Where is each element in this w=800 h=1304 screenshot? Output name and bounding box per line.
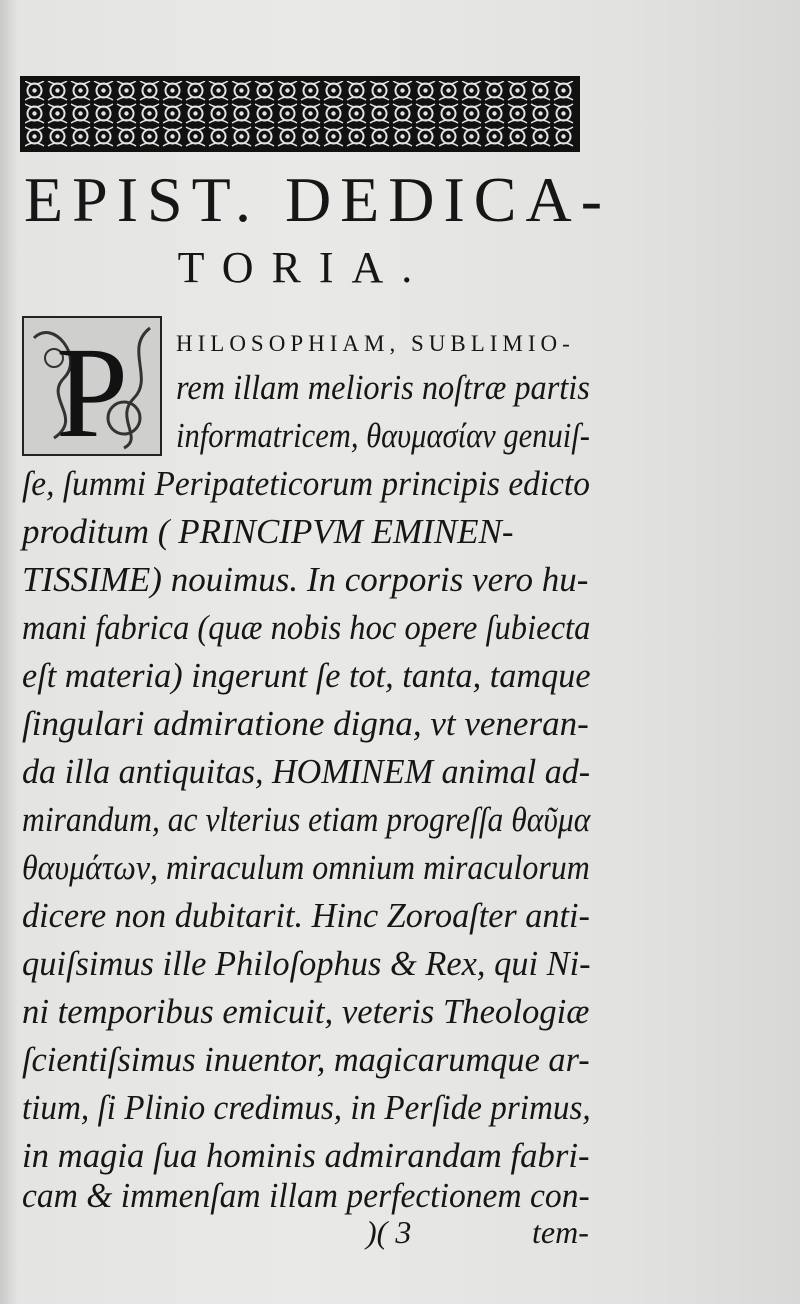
text-line-9: ſingulari admiratione digna, vt veneran- [22,704,589,743]
show-through-text [610,60,800,1260]
text-line-7: mani fabrica (quæ nobis hoc opere ſubiecta [22,608,591,647]
text-line-4: ſe, ſummi Peripateticorum principis edicto [22,464,590,503]
text-line-3: informatricem, θαυμασίαν genuiſ- [176,416,590,455]
decorative-headpiece-ornament [20,76,580,152]
signature-mark: )( 3 [366,1214,412,1250]
text-line-2: rem illam melioris noſtræ partis [176,368,590,407]
text-line-16: ſcientiſsimus inuentor, magicarumque ar- [22,1040,590,1079]
catchword: tem- [532,1214,589,1250]
heading-line-1: EPIST. DEDICA- [24,164,611,235]
decorated-initial-letter [22,316,162,456]
text-line-19: cam & immenſam illam perfectionem con- [22,1176,590,1215]
text-line-18: in magia ſua hominis admirandam fabri- [22,1136,590,1175]
svg-text:P: P [55,321,129,454]
text-line-11: mirandum, ac vlterius etiam progreſſa θαῦμα [22,800,591,839]
text-line-6: TISSIME) nouimus. In corporis vero hu- [22,560,589,599]
dedication-heading [24,164,611,292]
text-line-5: proditum ( PRINCIPVM EMINEN- [22,512,514,551]
text-line-14: quiſsimus ille Philoſophus & Rex, qui Ni- [22,944,591,983]
heading-line-2: TORIA. [177,243,431,292]
text-line-12: θαυμάτων, miraculum omnium miraculorum [22,848,590,887]
text-line-10: da illa antiquitas, HOMINEM animal ad- [22,752,591,791]
text-line-13: dicere non dubitarit. Hinc Zoroaſter anti- [22,896,590,935]
text-line-15: ni temporibus emicuit, veteris Theologiæ [22,992,590,1031]
text-line-1: HILOSOPHIAM, SUBLIMIO- [176,331,575,356]
text-line-17: tium, ſi Plinio credimus, in Perſide primus, [22,1088,591,1127]
text-line-8: eſt materia) ingerunt ſe tot, tanta, tamque [22,656,591,695]
